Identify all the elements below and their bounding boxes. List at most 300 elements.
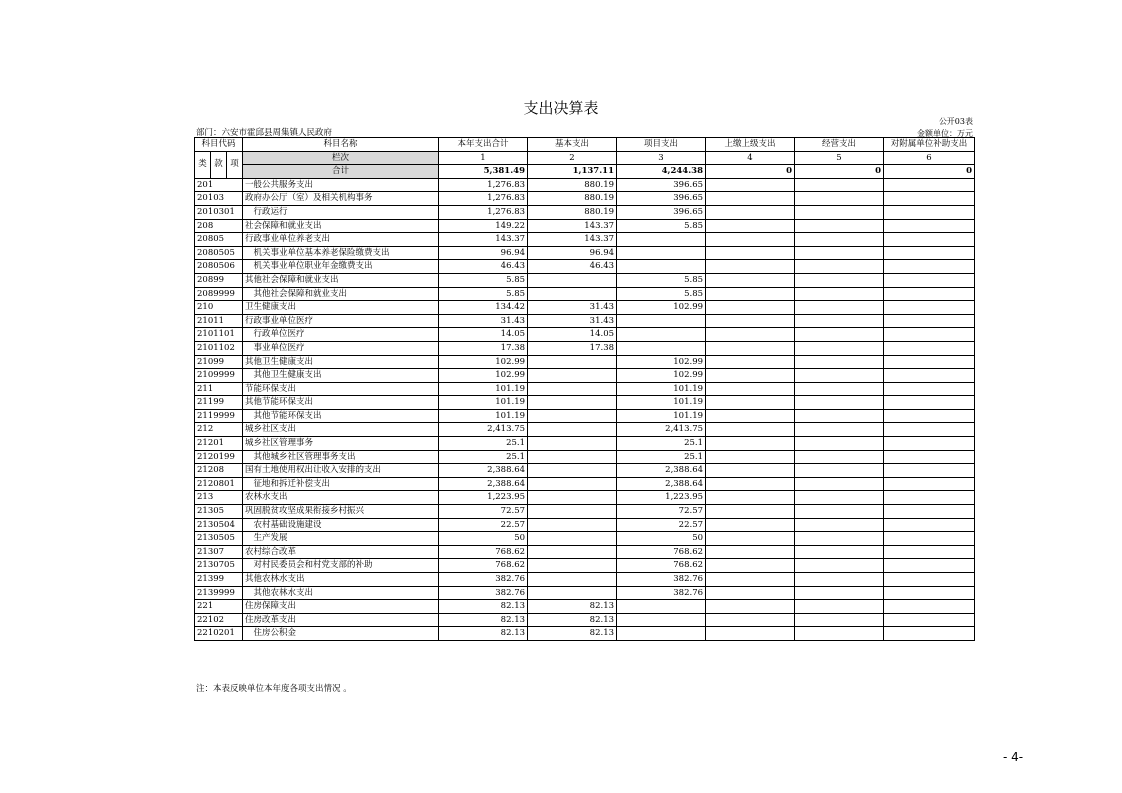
row-business xyxy=(795,355,884,369)
table-row xyxy=(195,382,975,396)
row-basic: 143.37 xyxy=(528,233,617,247)
row-upper xyxy=(706,219,795,233)
row-subsidy xyxy=(884,205,975,219)
table-row xyxy=(195,369,975,383)
row-code: 211 xyxy=(195,382,243,396)
row-upper xyxy=(706,341,795,355)
totals-subsidy: 0 xyxy=(884,165,975,179)
row-business xyxy=(795,205,884,219)
row-project: 101.19 xyxy=(617,396,706,410)
row-project: 102.99 xyxy=(617,369,706,383)
row-business xyxy=(795,505,884,519)
table-row xyxy=(195,545,975,559)
table-row xyxy=(195,532,975,546)
row-total: 102.99 xyxy=(439,355,528,369)
row-subsidy xyxy=(884,573,975,587)
row-name: 住房公积金 xyxy=(243,627,439,641)
row-name: 巩固脱贫攻坚成果衔接乡村振兴 xyxy=(243,505,439,519)
row-total: 101.19 xyxy=(439,409,528,423)
totals-total: 5,381.49 xyxy=(439,165,528,179)
row-total: 2,388.64 xyxy=(439,477,528,491)
table-row xyxy=(195,600,975,614)
column-number-2: 2 xyxy=(528,151,617,165)
page-title: 支出决算表 xyxy=(523,99,599,117)
header-lei: 类 xyxy=(195,151,211,178)
row-total: 31.43 xyxy=(439,314,528,328)
table-row xyxy=(195,341,975,355)
row-basic: 880.19 xyxy=(528,192,617,206)
row-name: 政府办公厅（室）及相关机构事务 xyxy=(243,192,439,206)
row-upper xyxy=(706,328,795,342)
row-project: 768.62 xyxy=(617,559,706,573)
row-business xyxy=(795,219,884,233)
row-total: 25.1 xyxy=(439,450,528,464)
row-total: 46.43 xyxy=(439,260,528,274)
row-business xyxy=(795,518,884,532)
row-project: 50 xyxy=(617,532,706,546)
row-code: 213 xyxy=(195,491,243,505)
row-subsidy xyxy=(884,341,975,355)
row-basic: 17.38 xyxy=(528,341,617,355)
table-row xyxy=(195,518,975,532)
row-project: 102.99 xyxy=(617,355,706,369)
table-row xyxy=(195,233,975,247)
row-name: 机关事业单位职业年金缴费支出 xyxy=(243,260,439,274)
row-upper xyxy=(706,314,795,328)
row-subsidy xyxy=(884,287,975,301)
row-project: 396.65 xyxy=(617,192,706,206)
row-business xyxy=(795,192,884,206)
row-project: 2,388.64 xyxy=(617,477,706,491)
row-basic xyxy=(528,287,617,301)
table-row xyxy=(195,287,975,301)
row-basic xyxy=(528,369,617,383)
row-basic xyxy=(528,423,617,437)
row-upper xyxy=(706,260,795,274)
row-business xyxy=(795,573,884,587)
row-project: 5.85 xyxy=(617,273,706,287)
row-basic: 880.19 xyxy=(528,178,617,192)
row-code: 201 xyxy=(195,178,243,192)
row-upper xyxy=(706,613,795,627)
row-total: 382.76 xyxy=(439,586,528,600)
row-subsidy xyxy=(884,586,975,600)
row-upper xyxy=(706,246,795,260)
row-code: 21201 xyxy=(195,437,243,451)
row-code: 21399 xyxy=(195,573,243,587)
table-row xyxy=(195,192,975,206)
row-business xyxy=(795,396,884,410)
row-basic: 143.37 xyxy=(528,219,617,233)
row-total: 82.13 xyxy=(439,613,528,627)
row-subsidy xyxy=(884,178,975,192)
table-row xyxy=(195,437,975,451)
row-code: 2139999 xyxy=(195,586,243,600)
row-upper xyxy=(706,369,795,383)
column-number-6: 6 xyxy=(884,151,975,165)
row-business xyxy=(795,545,884,559)
table-row xyxy=(195,178,975,192)
table-row xyxy=(195,505,975,519)
row-business xyxy=(795,613,884,627)
row-upper xyxy=(706,518,795,532)
row-upper xyxy=(706,396,795,410)
row-project: 25.1 xyxy=(617,450,706,464)
row-basic xyxy=(528,477,617,491)
row-business xyxy=(795,328,884,342)
row-basic xyxy=(528,505,617,519)
row-code: 20805 xyxy=(195,233,243,247)
table-row xyxy=(195,627,975,641)
row-name: 行政单位医疗 xyxy=(243,328,439,342)
row-code: 2120199 xyxy=(195,450,243,464)
header-lanci: 栏次 xyxy=(243,151,439,165)
header-upper: 上缴上级支出 xyxy=(706,138,795,152)
row-basic: 96.94 xyxy=(528,246,617,260)
table-row xyxy=(195,205,975,219)
row-total: 1,223.95 xyxy=(439,491,528,505)
table-row xyxy=(195,260,975,274)
row-subsidy xyxy=(884,355,975,369)
row-business xyxy=(795,287,884,301)
row-code: 2130505 xyxy=(195,532,243,546)
row-code: 21208 xyxy=(195,464,243,478)
row-basic xyxy=(528,464,617,478)
row-project: 25.1 xyxy=(617,437,706,451)
totals-basic: 1,137.11 xyxy=(528,165,617,179)
row-upper xyxy=(706,273,795,287)
row-upper xyxy=(706,573,795,587)
row-business xyxy=(795,437,884,451)
row-basic xyxy=(528,396,617,410)
row-code: 20103 xyxy=(195,192,243,206)
row-project xyxy=(617,341,706,355)
row-basic xyxy=(528,437,617,451)
row-project xyxy=(617,600,706,614)
row-total: 96.94 xyxy=(439,246,528,260)
row-code: 2130705 xyxy=(195,559,243,573)
column-number-row xyxy=(195,151,975,165)
header-code: 科目代码 xyxy=(195,138,243,152)
row-total: 1,276.83 xyxy=(439,192,528,206)
row-name: 卫生健康支出 xyxy=(243,301,439,315)
row-total: 5.85 xyxy=(439,287,528,301)
row-name: 其他节能环保支出 xyxy=(243,396,439,410)
row-total: 25.1 xyxy=(439,437,528,451)
row-business xyxy=(795,382,884,396)
row-upper xyxy=(706,532,795,546)
row-upper xyxy=(706,382,795,396)
row-business xyxy=(795,477,884,491)
row-upper xyxy=(706,287,795,301)
row-basic: 82.13 xyxy=(528,613,617,627)
row-code: 21307 xyxy=(195,545,243,559)
totals-row xyxy=(195,165,975,179)
row-business xyxy=(795,260,884,274)
table-row xyxy=(195,423,975,437)
row-upper xyxy=(706,477,795,491)
row-upper xyxy=(706,559,795,573)
row-basic: 82.13 xyxy=(528,600,617,614)
row-subsidy xyxy=(884,437,975,451)
row-basic xyxy=(528,491,617,505)
row-business xyxy=(795,532,884,546)
column-number-5: 5 xyxy=(795,151,884,165)
row-basic xyxy=(528,355,617,369)
row-project xyxy=(617,246,706,260)
row-upper xyxy=(706,355,795,369)
column-number-1: 1 xyxy=(439,151,528,165)
row-name: 国有土地使用权出让收入安排的支出 xyxy=(243,464,439,478)
row-name: 城乡社区支出 xyxy=(243,423,439,437)
row-name: 其他卫生健康支出 xyxy=(243,355,439,369)
header-project: 项目支出 xyxy=(617,138,706,152)
row-basic xyxy=(528,586,617,600)
row-upper xyxy=(706,409,795,423)
row-code: 210 xyxy=(195,301,243,315)
row-total: 82.13 xyxy=(439,600,528,614)
department-label: 部门：六安市霍邱县周集镇人民政府 xyxy=(196,128,333,138)
table-row xyxy=(195,450,975,464)
row-name: 生产发展 xyxy=(243,532,439,546)
row-code: 2119999 xyxy=(195,409,243,423)
row-subsidy xyxy=(884,273,975,287)
row-total: 2,388.64 xyxy=(439,464,528,478)
row-code: 212 xyxy=(195,423,243,437)
row-basic: 31.43 xyxy=(528,314,617,328)
row-total: 5.85 xyxy=(439,273,528,287)
row-subsidy xyxy=(884,545,975,559)
row-name: 其他农林水支出 xyxy=(243,586,439,600)
row-subsidy xyxy=(884,491,975,505)
expenditure-table xyxy=(194,137,975,641)
row-project: 72.57 xyxy=(617,505,706,519)
header-xiang: 项 xyxy=(227,151,243,178)
row-subsidy xyxy=(884,464,975,478)
row-subsidy xyxy=(884,423,975,437)
row-code: 2120801 xyxy=(195,477,243,491)
row-subsidy xyxy=(884,505,975,519)
row-basic xyxy=(528,518,617,532)
row-project xyxy=(617,328,706,342)
row-subsidy xyxy=(884,450,975,464)
row-upper xyxy=(706,437,795,451)
row-basic xyxy=(528,545,617,559)
row-business xyxy=(795,559,884,573)
row-subsidy xyxy=(884,301,975,315)
header-row xyxy=(195,138,975,152)
row-code: 2089999 xyxy=(195,287,243,301)
table-row xyxy=(195,477,975,491)
row-total: 101.19 xyxy=(439,396,528,410)
row-business xyxy=(795,450,884,464)
row-upper xyxy=(706,464,795,478)
row-project: 5.85 xyxy=(617,219,706,233)
table-row xyxy=(195,586,975,600)
table-row xyxy=(195,328,975,342)
row-subsidy xyxy=(884,246,975,260)
row-project: 101.19 xyxy=(617,382,706,396)
page-number: - 4- xyxy=(1003,750,1024,764)
header-subsidy: 对附属单位补助支出 xyxy=(884,138,975,152)
row-business xyxy=(795,301,884,315)
row-subsidy xyxy=(884,219,975,233)
row-code: 20899 xyxy=(195,273,243,287)
header-basic: 基本支出 xyxy=(528,138,617,152)
table-row xyxy=(195,396,975,410)
row-business xyxy=(795,314,884,328)
row-upper xyxy=(706,491,795,505)
row-name: 行政运行 xyxy=(243,205,439,219)
row-name: 农林水支出 xyxy=(243,491,439,505)
column-number-3: 3 xyxy=(617,151,706,165)
table-row xyxy=(195,613,975,627)
row-business xyxy=(795,409,884,423)
row-name: 对村民委员会和村党支部的补助 xyxy=(243,559,439,573)
table-row xyxy=(195,491,975,505)
row-upper xyxy=(706,192,795,206)
row-business xyxy=(795,178,884,192)
row-subsidy xyxy=(884,396,975,410)
row-subsidy xyxy=(884,409,975,423)
row-name: 农村综合改革 xyxy=(243,545,439,559)
row-upper xyxy=(706,627,795,641)
row-business xyxy=(795,600,884,614)
row-project: 5.85 xyxy=(617,287,706,301)
row-upper xyxy=(706,450,795,464)
row-name: 其他农林水支出 xyxy=(243,573,439,587)
unit-label: 金额单位：万元 xyxy=(917,129,973,138)
row-basic xyxy=(528,409,617,423)
table-row xyxy=(195,219,975,233)
row-project xyxy=(617,613,706,627)
row-code: 21011 xyxy=(195,314,243,328)
row-name: 机关事业单位基本养老保险缴费支出 xyxy=(243,246,439,260)
row-business xyxy=(795,491,884,505)
row-project: 2,388.64 xyxy=(617,464,706,478)
row-project xyxy=(617,260,706,274)
row-subsidy xyxy=(884,382,975,396)
row-code: 221 xyxy=(195,600,243,614)
row-subsidy xyxy=(884,192,975,206)
row-total: 134.42 xyxy=(439,301,528,315)
row-name: 城乡社区管理事务 xyxy=(243,437,439,451)
row-code: 2109999 xyxy=(195,369,243,383)
row-name: 其他卫生健康支出 xyxy=(243,369,439,383)
column-number-4: 4 xyxy=(706,151,795,165)
row-code: 2010301 xyxy=(195,205,243,219)
row-code: 2101102 xyxy=(195,341,243,355)
row-name: 社会保障和就业支出 xyxy=(243,219,439,233)
header-business: 经营支出 xyxy=(795,138,884,152)
row-project: 102.99 xyxy=(617,301,706,315)
row-name: 农村基础设施建设 xyxy=(243,518,439,532)
row-code: 208 xyxy=(195,219,243,233)
table-row xyxy=(195,409,975,423)
row-name: 其他节能环保支出 xyxy=(243,409,439,423)
row-name: 住房保障支出 xyxy=(243,600,439,614)
row-code: 2080505 xyxy=(195,246,243,260)
row-upper xyxy=(706,423,795,437)
row-name: 一般公共服务支出 xyxy=(243,178,439,192)
totals-project: 4,244.38 xyxy=(617,165,706,179)
table-row xyxy=(195,273,975,287)
row-upper xyxy=(706,178,795,192)
row-total: 1,276.83 xyxy=(439,178,528,192)
row-upper xyxy=(706,301,795,315)
table-note: 注：本表反映单位本年度各项支出情况 。 xyxy=(196,684,352,694)
row-code: 2210201 xyxy=(195,627,243,641)
row-subsidy xyxy=(884,233,975,247)
row-project: 396.65 xyxy=(617,205,706,219)
table-row xyxy=(195,559,975,573)
row-upper xyxy=(706,205,795,219)
totals-business: 0 xyxy=(795,165,884,179)
totals-label: 合计 xyxy=(243,165,439,179)
row-project: 22.57 xyxy=(617,518,706,532)
row-name: 事业单位医疗 xyxy=(243,341,439,355)
row-upper xyxy=(706,505,795,519)
row-subsidy xyxy=(884,369,975,383)
table-row xyxy=(195,314,975,328)
row-total: 72.57 xyxy=(439,505,528,519)
row-subsidy xyxy=(884,559,975,573)
row-basic: 14.05 xyxy=(528,328,617,342)
row-total: 22.57 xyxy=(439,518,528,532)
row-business xyxy=(795,246,884,260)
row-business xyxy=(795,369,884,383)
row-business xyxy=(795,273,884,287)
row-name: 征地和拆迁补偿支出 xyxy=(243,477,439,491)
row-project: 382.76 xyxy=(617,573,706,587)
row-upper xyxy=(706,233,795,247)
header-total: 本年支出合计 xyxy=(439,138,528,152)
row-business xyxy=(795,233,884,247)
row-business xyxy=(795,627,884,641)
row-total: 50 xyxy=(439,532,528,546)
row-subsidy xyxy=(884,314,975,328)
row-basic: 46.43 xyxy=(528,260,617,274)
table-row xyxy=(195,246,975,260)
row-project: 396.65 xyxy=(617,178,706,192)
row-code: 21305 xyxy=(195,505,243,519)
row-code: 21099 xyxy=(195,355,243,369)
row-subsidy xyxy=(884,613,975,627)
row-total: 382.76 xyxy=(439,573,528,587)
row-basic xyxy=(528,532,617,546)
row-code: 22102 xyxy=(195,613,243,627)
header-name: 科目名称 xyxy=(243,138,439,152)
row-code: 2130504 xyxy=(195,518,243,532)
row-project: 1,223.95 xyxy=(617,491,706,505)
row-total: 101.19 xyxy=(439,382,528,396)
row-total: 82.13 xyxy=(439,627,528,641)
row-subsidy xyxy=(884,600,975,614)
row-total: 17.38 xyxy=(439,341,528,355)
row-basic xyxy=(528,559,617,573)
row-project xyxy=(617,314,706,328)
row-project xyxy=(617,233,706,247)
row-name: 行政事业单位养老支出 xyxy=(243,233,439,247)
row-subsidy xyxy=(884,518,975,532)
row-total: 2,413.75 xyxy=(439,423,528,437)
row-subsidy xyxy=(884,477,975,491)
table-row xyxy=(195,301,975,315)
row-project: 768.62 xyxy=(617,545,706,559)
row-basic xyxy=(528,450,617,464)
row-upper xyxy=(706,586,795,600)
row-name: 行政事业单位医疗 xyxy=(243,314,439,328)
